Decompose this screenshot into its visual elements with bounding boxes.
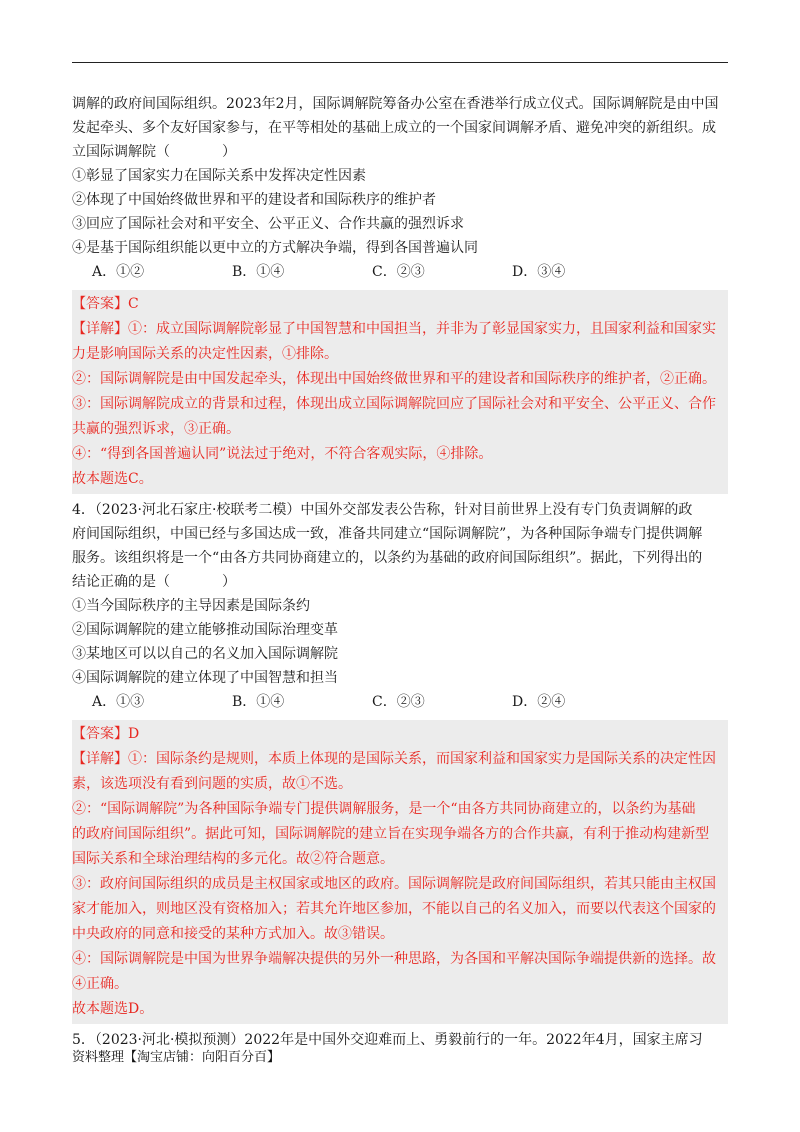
answer-line: 【答案】C <box>72 296 139 312</box>
page-footer: 资料整理【淘宝店铺：向阳百分百】 <box>72 1050 281 1065</box>
statement-item: ②国际调解院的建立能够推动国际治理变革 <box>72 622 338 638</box>
question-3 <box>72 92 728 494</box>
answer-explanation-box <box>72 290 728 494</box>
explanation-line: 【详解】①：成立国际调解院彰显了中国智慧和中国担当，并非为了彰显国家实力，且国家利益和国家实 <box>72 321 716 337</box>
question-stem: 立国际调解院（ ） <box>72 144 236 160</box>
header-rule <box>72 62 728 63</box>
explanation-line: ②：国际调解院是由中国发起牵头，体现出中国始终做世界和平的建设者和国际秩序的维护者，②正确。 <box>72 371 716 387</box>
explanation-line: 中央政府的同意和接受的某种方式加入。故③错误。 <box>72 926 394 942</box>
question-stem: 府间国际组织，中国已经与多国达成一致，准备共同建立“国际调解院”，为各种国际争端专门提供调解 <box>72 526 703 542</box>
explanation-line: 家才能加入，则地区没有资格加入；若其允许地区参加，不能以自己的名义加入，而要以代表这个国家的 <box>72 901 716 917</box>
question-4 <box>72 498 728 1024</box>
question-stem: 4．（2023·河北石家庄·校联考二模）中国外交部发表公告称，针对目前世界上没有专门负责调解的政 <box>72 502 693 518</box>
choice-d: D．②④ <box>512 694 566 710</box>
answer-explanation-box <box>72 720 728 1024</box>
explanation-line: 故本题选C。 <box>72 471 153 487</box>
question-stem: 调解的政府间国际组织。2023年2月，国际调解院筹备办公室在香港举行成立仪式。国际调解院是由中国 <box>72 96 719 112</box>
answer-line: 【答案】D <box>72 726 140 742</box>
choice-options <box>72 260 728 284</box>
page-body <box>72 92 728 1052</box>
statement-item: ①彰显了国家实力在国际关系中发挥决定性因素 <box>72 168 366 184</box>
statement-item: ③回应了国际社会对和平安全、公平正义、合作共赢的强烈诉求 <box>72 216 464 232</box>
statement-item: ②体现了中国始终做世界和平的建设者和国际秩序的维护者 <box>72 192 436 208</box>
choice-d: D．③④ <box>512 264 566 280</box>
explanation-line: 故本题选D。 <box>72 1001 154 1017</box>
explanation-line: 【详解】①：国际条约是规则，本质上体现的是国际关系，而国家利益和国家实力是国际关系的决定性因 <box>72 751 716 767</box>
explanation-line: 共赢的强烈诉求，③正确。 <box>72 421 240 437</box>
explanation-line: ④：国际调解院是中国为世界争端解决提供的另外一种思路，为各国和平解决国际争端提供新的选择。故 <box>72 951 716 967</box>
explanation-line: ③：政府间国际组织的成员是主权国家或地区的政府。国际调解院是政府间国际组织，若其只能由主权国 <box>72 876 716 892</box>
explanation-line: ④：“得到各国普遍认同”说法过于绝对，不符合客观实际，④排除。 <box>72 446 493 462</box>
choice-a: A．①② <box>92 264 145 280</box>
explanation-line: ②：“国际调解院”为各种国际争端专门提供调解服务，是一个“由各方共同协商建立的，以条约为基础 <box>72 801 696 817</box>
question-stem: 服务。该组织将是一个“由各方共同协商建立的，以条约为基础的政府间国际组织”。据此，下列得出的 <box>72 550 703 566</box>
choice-c: C．②③ <box>372 694 425 710</box>
explanation-line: 的政府间国际组织”。据此可知，国际调解院的建立旨在实现争端各方的合作共赢，有利于推动构建新型 <box>72 826 710 842</box>
statement-item: ③某地区可以以自己的名义加入国际调解院 <box>72 646 338 662</box>
statement-item: ①当今国际秩序的主导因素是国际条约 <box>72 598 310 614</box>
choice-b: B．①④ <box>232 264 285 280</box>
statement-item: ④国际调解院的建立体现了中国智慧和担当 <box>72 670 338 686</box>
explanation-line: ③：国际调解院成立的背景和过程，体现出成立国际调解院回应了国际社会对和平安全、公平正义、合作 <box>72 396 716 412</box>
choice-options <box>72 690 728 714</box>
choice-b: B．①④ <box>232 694 285 710</box>
question-stem: 5．（2023·河北·模拟预测）2022年是中国外交迎难而上、勇毅前行的一年。2022年4月，国家主席习 <box>72 1032 703 1048</box>
statement-item: ④是基于国际组织能以更中立的方式解决争端，得到各国普遍认同 <box>72 240 478 256</box>
explanation-line: 力是影响国际关系的决定性因素，①排除。 <box>72 346 338 362</box>
explanation-line: 国际关系和全球治理结构的多元化。故②符合题意。 <box>72 851 394 867</box>
question-stem: 结论正确的是（ ） <box>72 574 236 590</box>
question-stem: 发起牵头、多个友好国家参与，在平等相处的基础上成立的一个国家间调解矛盾、避免冲突的新组织。成 <box>72 120 716 136</box>
choice-c: C．②③ <box>372 264 425 280</box>
explanation-line: 素，该选项没有看到问题的实质，故①不选。 <box>72 776 352 792</box>
choice-a: A．①③ <box>92 694 145 710</box>
explanation-line: ④正确。 <box>72 976 128 992</box>
